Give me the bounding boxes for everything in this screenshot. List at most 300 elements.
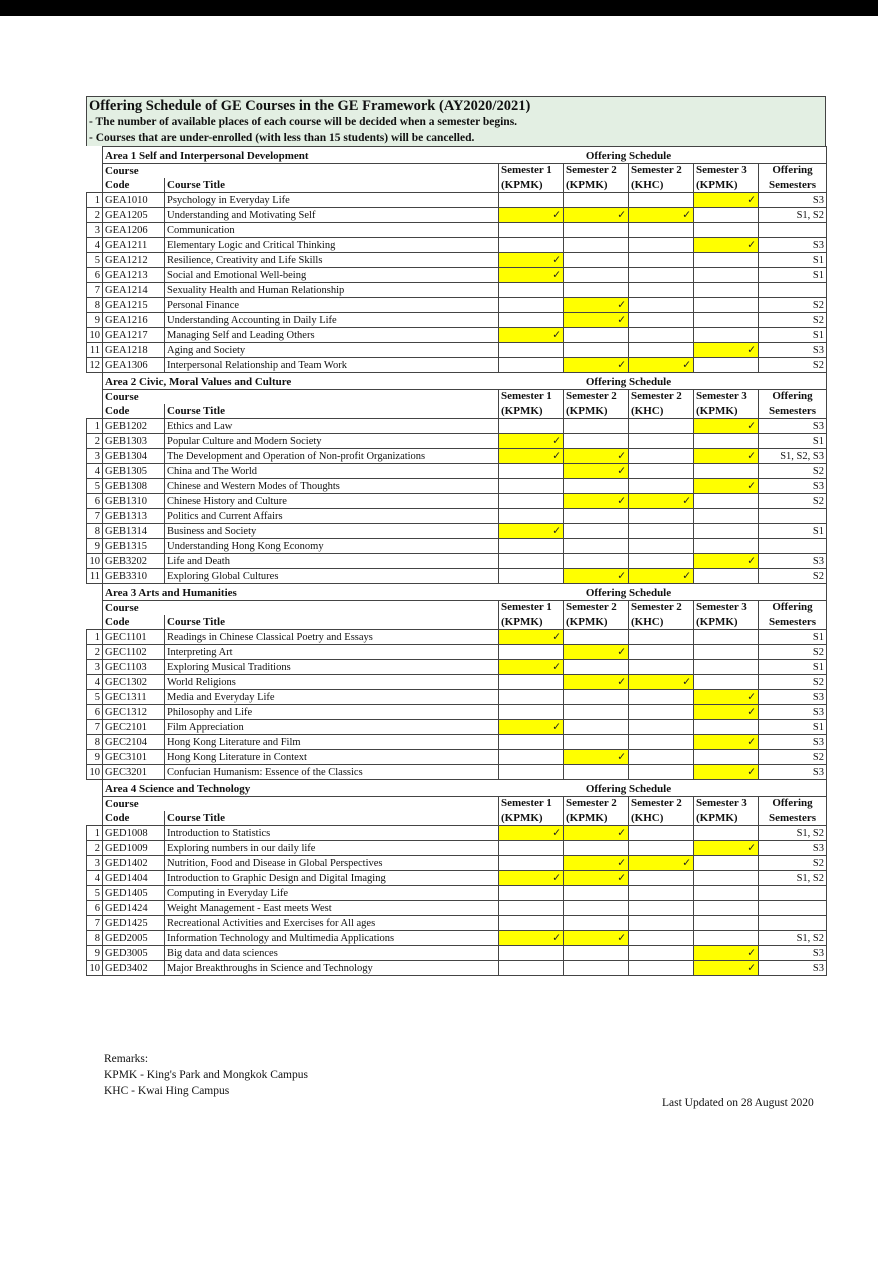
offered-check-cell: ✓ <box>499 931 564 946</box>
row-number: 2 <box>87 434 103 449</box>
schedule-cell <box>694 494 759 509</box>
offering-semesters: S1 <box>759 630 827 645</box>
course-row <box>87 720 827 735</box>
offered-check-cell: ✓ <box>499 524 564 539</box>
row-number: 6 <box>87 705 103 720</box>
schedule-cell <box>564 268 629 283</box>
row-number: 1 <box>87 193 103 208</box>
offering-semesters: S3 <box>759 193 827 208</box>
course-title: Personal Finance <box>165 298 499 313</box>
col-semester2-khc-campus: (KHC) <box>629 811 694 826</box>
course-code: GEA1212 <box>103 253 165 268</box>
course-code: GEA1205 <box>103 208 165 223</box>
row-number: 8 <box>87 931 103 946</box>
course-title: Major Breakthroughs in Science and Technology <box>165 961 499 976</box>
col-semester1: Semester 1 <box>499 390 564 405</box>
course-code: GED1405 <box>103 886 165 901</box>
row-number: 3 <box>87 223 103 238</box>
offered-check-cell: ✓ <box>564 931 629 946</box>
col-code-label: Code <box>103 811 165 826</box>
offering-semesters: S3 <box>759 419 827 434</box>
column-header-row-2 <box>87 404 827 419</box>
offering-semesters: S1, S2 <box>759 931 827 946</box>
course-title: Communication <box>165 223 499 238</box>
offering-semesters: S2 <box>759 464 827 479</box>
course-code: GEB1202 <box>103 419 165 434</box>
course-title: Hong Kong Literature and Film <box>165 735 499 750</box>
schedule-cell <box>629 554 694 569</box>
offering-semesters: S2 <box>759 358 827 373</box>
schedule-cell <box>694 283 759 298</box>
row-number: 11 <box>87 569 103 584</box>
offering-semesters <box>759 539 827 554</box>
column-header-row <box>87 164 827 179</box>
offering-semesters: S2 <box>759 494 827 509</box>
schedule-cell <box>499 358 564 373</box>
schedule-cell <box>564 253 629 268</box>
course-title: The Development and Operation of Non-profit Organizations <box>165 449 499 464</box>
schedule-cell <box>499 750 564 765</box>
offering-semesters: S2 <box>759 313 827 328</box>
offered-check-cell: ✓ <box>564 645 629 660</box>
remarks-kpmk: KPMK - King's Park and Mongkok Campus <box>104 1069 308 1081</box>
schedule-cell <box>499 223 564 238</box>
offered-check-cell: ✓ <box>499 208 564 223</box>
offered-check-cell: ✓ <box>564 208 629 223</box>
col-semester2-khc: Semester 2 <box>629 601 694 616</box>
course-title: Resilience, Creativity and Life Skills <box>165 253 499 268</box>
schedule-cell <box>694 539 759 554</box>
offering-semesters: S2 <box>759 298 827 313</box>
schedule-cell <box>564 479 629 494</box>
area-header-row <box>87 373 827 390</box>
course-title: Sexuality Health and Human Relationship <box>165 283 499 298</box>
schedule-cell <box>694 223 759 238</box>
row-number: 9 <box>87 750 103 765</box>
course-code: GEB1303 <box>103 434 165 449</box>
col-code-label: Code <box>103 178 165 193</box>
offered-check-cell: ✓ <box>499 826 564 841</box>
top-black-bar <box>0 0 878 16</box>
row-spacer <box>87 373 103 390</box>
schedule-cell <box>629 298 694 313</box>
schedule-cell <box>694 268 759 283</box>
last-updated: Last Updated on 28 August 2020 <box>662 1097 814 1109</box>
row-number: 9 <box>87 313 103 328</box>
col-offering: Offering <box>759 164 827 179</box>
col-semester1: Semester 1 <box>499 797 564 812</box>
row-number: 10 <box>87 328 103 343</box>
course-row <box>87 856 827 871</box>
row-number: 6 <box>87 901 103 916</box>
col-course-title-label: Course Title <box>165 615 499 630</box>
schedule-cell <box>629 283 694 298</box>
area-title: Area 3 Arts and Humanities <box>103 584 499 601</box>
course-row <box>87 328 827 343</box>
schedule-cell <box>499 735 564 750</box>
offering-semesters: S3 <box>759 479 827 494</box>
offering-semesters: S1 <box>759 268 827 283</box>
course-title: Nutrition, Food and Disease in Global Perspectives <box>165 856 499 871</box>
offering-semesters: S3 <box>759 705 827 720</box>
row-number: 5 <box>87 886 103 901</box>
course-title: Exploring Musical Traditions <box>165 660 499 675</box>
course-title: Readings in Chinese Classical Poetry and Essays <box>165 630 499 645</box>
row-spacer <box>87 147 103 164</box>
offered-check-cell: ✓ <box>499 449 564 464</box>
course-row <box>87 750 827 765</box>
schedule-cell <box>694 328 759 343</box>
course-title: Interpreting Art <box>165 645 499 660</box>
schedule-cell <box>564 946 629 961</box>
schedule-table <box>86 146 827 976</box>
row-number: 4 <box>87 464 103 479</box>
col-semester1-campus: (KPMK) <box>499 404 564 419</box>
course-title: Social and Emotional Well-being <box>165 268 499 283</box>
column-header-row-2 <box>87 178 827 193</box>
row-number: 6 <box>87 268 103 283</box>
offered-check-cell: ✓ <box>629 675 694 690</box>
offered-check-cell: ✓ <box>499 871 564 886</box>
schedule-cell <box>564 419 629 434</box>
schedule-cell <box>499 705 564 720</box>
offered-check-cell: ✓ <box>629 569 694 584</box>
course-title: China and The World <box>165 464 499 479</box>
course-row <box>87 358 827 373</box>
offering-semesters: S3 <box>759 841 827 856</box>
row-number: 8 <box>87 524 103 539</box>
course-code: GEC1102 <box>103 645 165 660</box>
page-title: Offering Schedule of GE Courses in the GE Framework (AY2020/2021) <box>89 98 531 114</box>
course-row <box>87 313 827 328</box>
row-number: 7 <box>87 509 103 524</box>
course-row <box>87 660 827 675</box>
offering-schedule-label: Offering Schedule <box>499 373 759 390</box>
area-title: Area 4 Science and Technology <box>103 780 499 797</box>
row-number: 10 <box>87 554 103 569</box>
offering-semesters: S1, S2 <box>759 871 827 886</box>
schedule-cell <box>694 569 759 584</box>
schedule-cell <box>694 358 759 373</box>
course-code: GED3402 <box>103 961 165 976</box>
schedule-cell <box>564 690 629 705</box>
offered-check-cell: ✓ <box>694 841 759 856</box>
schedule-cell <box>629 660 694 675</box>
note-cancelled: - Courses that are under-enrolled (with less than 15 students) will be cancelled. <box>89 132 475 144</box>
course-title: Recreational Activities and Exercises for All ages <box>165 916 499 931</box>
area-header-end <box>759 147 827 164</box>
schedule-cell <box>629 328 694 343</box>
schedule-cell <box>564 735 629 750</box>
course-code: GEB1314 <box>103 524 165 539</box>
offered-check-cell: ✓ <box>564 449 629 464</box>
schedule-cell <box>694 630 759 645</box>
course-row <box>87 494 827 509</box>
course-title: Aging and Society <box>165 343 499 358</box>
area-title: Area 2 Civic, Moral Values and Culture <box>103 373 499 390</box>
schedule-cell <box>629 193 694 208</box>
offered-check-cell: ✓ <box>499 630 564 645</box>
schedule-cell <box>629 509 694 524</box>
schedule-cell <box>499 946 564 961</box>
course-title: Ethics and Law <box>165 419 499 434</box>
schedule-cell <box>499 509 564 524</box>
col-offering: Offering <box>759 390 827 405</box>
col-code-label: Code <box>103 615 165 630</box>
row-spacer <box>87 178 103 193</box>
course-row <box>87 735 827 750</box>
col-semester2-khc-campus: (KHC) <box>629 615 694 630</box>
col-course-label: Course <box>103 797 499 812</box>
col-semester3: Semester 3 <box>694 164 759 179</box>
schedule-cell <box>694 675 759 690</box>
offering-semesters: S3 <box>759 961 827 976</box>
course-code: GEB1304 <box>103 449 165 464</box>
offering-semesters: S1, S2 <box>759 208 827 223</box>
course-title: Psychology in Everyday Life <box>165 193 499 208</box>
offered-check-cell: ✓ <box>694 705 759 720</box>
course-code: GEA1214 <box>103 283 165 298</box>
col-semester2-khc-campus: (KHC) <box>629 404 694 419</box>
course-code: GEB3202 <box>103 554 165 569</box>
row-number: 11 <box>87 343 103 358</box>
col-semester1: Semester 1 <box>499 601 564 616</box>
course-row <box>87 916 827 931</box>
schedule-cell <box>499 690 564 705</box>
row-spacer <box>87 164 103 179</box>
course-row <box>87 961 827 976</box>
course-title: Business and Society <box>165 524 499 539</box>
row-number: 3 <box>87 449 103 464</box>
schedule-cell <box>694 901 759 916</box>
offered-check-cell: ✓ <box>499 253 564 268</box>
offering-semesters: S3 <box>759 238 827 253</box>
schedule-cell <box>629 690 694 705</box>
schedule-cell <box>629 253 694 268</box>
area-header-row <box>87 780 827 797</box>
offering-semesters: S3 <box>759 554 827 569</box>
column-header-row-2 <box>87 811 827 826</box>
offering-schedule-label: Offering Schedule <box>499 584 759 601</box>
row-spacer <box>87 404 103 419</box>
schedule-cell <box>564 509 629 524</box>
schedule-cell <box>564 765 629 780</box>
row-spacer <box>87 584 103 601</box>
offering-semesters: S2 <box>759 856 827 871</box>
schedule-cell <box>629 871 694 886</box>
schedule-cell <box>499 856 564 871</box>
course-title: Managing Self and Leading Others <box>165 328 499 343</box>
schedule-cell <box>564 720 629 735</box>
course-row <box>87 705 827 720</box>
schedule-cell <box>499 886 564 901</box>
offering-semesters: S2 <box>759 569 827 584</box>
schedule-cell <box>499 419 564 434</box>
schedule-cell <box>499 961 564 976</box>
row-number: 8 <box>87 735 103 750</box>
schedule-cell <box>694 434 759 449</box>
course-title: Philosophy and Life <box>165 705 499 720</box>
offering-semesters: S1, S2, S3 <box>759 449 827 464</box>
course-title: World Religions <box>165 675 499 690</box>
schedule-cell <box>499 313 564 328</box>
schedule-cell <box>499 464 564 479</box>
course-row <box>87 675 827 690</box>
course-title: Exploring Global Cultures <box>165 569 499 584</box>
offering-semesters: S1 <box>759 524 827 539</box>
schedule-cell <box>629 524 694 539</box>
schedule-cell <box>694 826 759 841</box>
col-semester2-khc: Semester 2 <box>629 164 694 179</box>
row-number: 12 <box>87 358 103 373</box>
course-code: GEB1313 <box>103 509 165 524</box>
schedule-cell <box>629 238 694 253</box>
offered-check-cell: ✓ <box>564 569 629 584</box>
course-row <box>87 539 827 554</box>
schedule-cell <box>694 524 759 539</box>
col-semesters: Semesters <box>759 178 827 193</box>
course-row <box>87 826 827 841</box>
schedule-cell <box>499 765 564 780</box>
offered-check-cell: ✓ <box>694 449 759 464</box>
course-code: GEC1103 <box>103 660 165 675</box>
col-semester2-khc: Semester 2 <box>629 797 694 812</box>
schedule-cell <box>629 931 694 946</box>
course-code: GEB3310 <box>103 569 165 584</box>
row-spacer <box>87 780 103 797</box>
col-code-label: Code <box>103 404 165 419</box>
course-title: Weight Management - East meets West <box>165 901 499 916</box>
course-code: GEA1217 <box>103 328 165 343</box>
course-code: GED1008 <box>103 826 165 841</box>
row-number: 3 <box>87 856 103 871</box>
course-title: Hong Kong Literature in Context <box>165 750 499 765</box>
column-header-row-2 <box>87 615 827 630</box>
col-offering: Offering <box>759 601 827 616</box>
row-number: 8 <box>87 298 103 313</box>
course-code: GED3005 <box>103 946 165 961</box>
offering-semesters: S2 <box>759 645 827 660</box>
area-header-row <box>87 147 827 164</box>
offered-check-cell: ✓ <box>564 464 629 479</box>
column-header-row <box>87 797 827 812</box>
row-spacer <box>87 615 103 630</box>
remarks <box>104 1051 308 1099</box>
course-code: GEA1306 <box>103 358 165 373</box>
course-row <box>87 946 827 961</box>
course-title: Understanding Accounting in Daily Life <box>165 313 499 328</box>
schedule-cell <box>694 871 759 886</box>
row-spacer <box>87 601 103 616</box>
row-number: 7 <box>87 720 103 735</box>
course-row <box>87 554 827 569</box>
course-code: GEC3101 <box>103 750 165 765</box>
col-semesters: Semesters <box>759 811 827 826</box>
course-code: GEB1308 <box>103 479 165 494</box>
schedule-cell <box>629 479 694 494</box>
course-row <box>87 268 827 283</box>
row-number: 10 <box>87 961 103 976</box>
course-row <box>87 841 827 856</box>
course-code: GEB1310 <box>103 494 165 509</box>
col-semester3: Semester 3 <box>694 601 759 616</box>
col-semester2-khc-campus: (KHC) <box>629 178 694 193</box>
area-header-end <box>759 780 827 797</box>
row-number: 4 <box>87 238 103 253</box>
offered-check-cell: ✓ <box>499 434 564 449</box>
course-title: Interpersonal Relationship and Team Work <box>165 358 499 373</box>
schedule-cell <box>629 539 694 554</box>
offered-check-cell: ✓ <box>564 494 629 509</box>
course-code: GEA1010 <box>103 193 165 208</box>
course-title: Chinese and Western Modes of Thoughts <box>165 479 499 494</box>
schedule-cell <box>629 720 694 735</box>
course-row <box>87 193 827 208</box>
schedule-cell <box>564 886 629 901</box>
course-title: Film Appreciation <box>165 720 499 735</box>
offered-check-cell: ✓ <box>499 660 564 675</box>
offering-semesters: S1 <box>759 328 827 343</box>
schedule-cell <box>694 253 759 268</box>
course-title: Introduction to Statistics <box>165 826 499 841</box>
schedule-cell <box>564 238 629 253</box>
schedule-cell <box>694 720 759 735</box>
course-code: GED1404 <box>103 871 165 886</box>
schedule-cell <box>629 901 694 916</box>
col-semester3: Semester 3 <box>694 797 759 812</box>
course-title: Understanding Hong Kong Economy <box>165 539 499 554</box>
row-number: 2 <box>87 841 103 856</box>
offering-semesters: S3 <box>759 735 827 750</box>
course-title: Computing in Everyday Life <box>165 886 499 901</box>
col-semester2-kpmk-campus: (KPMK) <box>564 615 629 630</box>
course-code: GEC1302 <box>103 675 165 690</box>
course-code: GEC1311 <box>103 690 165 705</box>
course-code: GEA1211 <box>103 238 165 253</box>
col-course-label: Course <box>103 601 499 616</box>
col-semester1-campus: (KPMK) <box>499 615 564 630</box>
course-code: GEB1315 <box>103 539 165 554</box>
col-semester3-campus: (KPMK) <box>694 811 759 826</box>
col-semesters: Semesters <box>759 404 827 419</box>
schedule-cell <box>694 509 759 524</box>
offering-semesters: S2 <box>759 750 827 765</box>
col-semester2-kpmk-campus: (KPMK) <box>564 178 629 193</box>
row-number: 2 <box>87 645 103 660</box>
remarks-heading: Remarks: <box>104 1053 149 1065</box>
course-row <box>87 434 827 449</box>
schedule-cell <box>564 524 629 539</box>
schedule-cell <box>499 343 564 358</box>
col-semester2-kpmk: Semester 2 <box>564 164 629 179</box>
schedule-cell <box>629 946 694 961</box>
course-row <box>87 464 827 479</box>
schedule-cell <box>629 961 694 976</box>
course-row <box>87 569 827 584</box>
row-number: 1 <box>87 826 103 841</box>
offering-semesters: S1 <box>759 253 827 268</box>
offering-semesters <box>759 223 827 238</box>
row-number: 5 <box>87 479 103 494</box>
course-row <box>87 931 827 946</box>
offered-check-cell: ✓ <box>564 856 629 871</box>
col-semester1-campus: (KPMK) <box>499 178 564 193</box>
offering-semesters: S3 <box>759 946 827 961</box>
course-code: GED1402 <box>103 856 165 871</box>
course-row <box>87 524 827 539</box>
schedule-cell <box>694 886 759 901</box>
schedule-cell <box>564 223 629 238</box>
